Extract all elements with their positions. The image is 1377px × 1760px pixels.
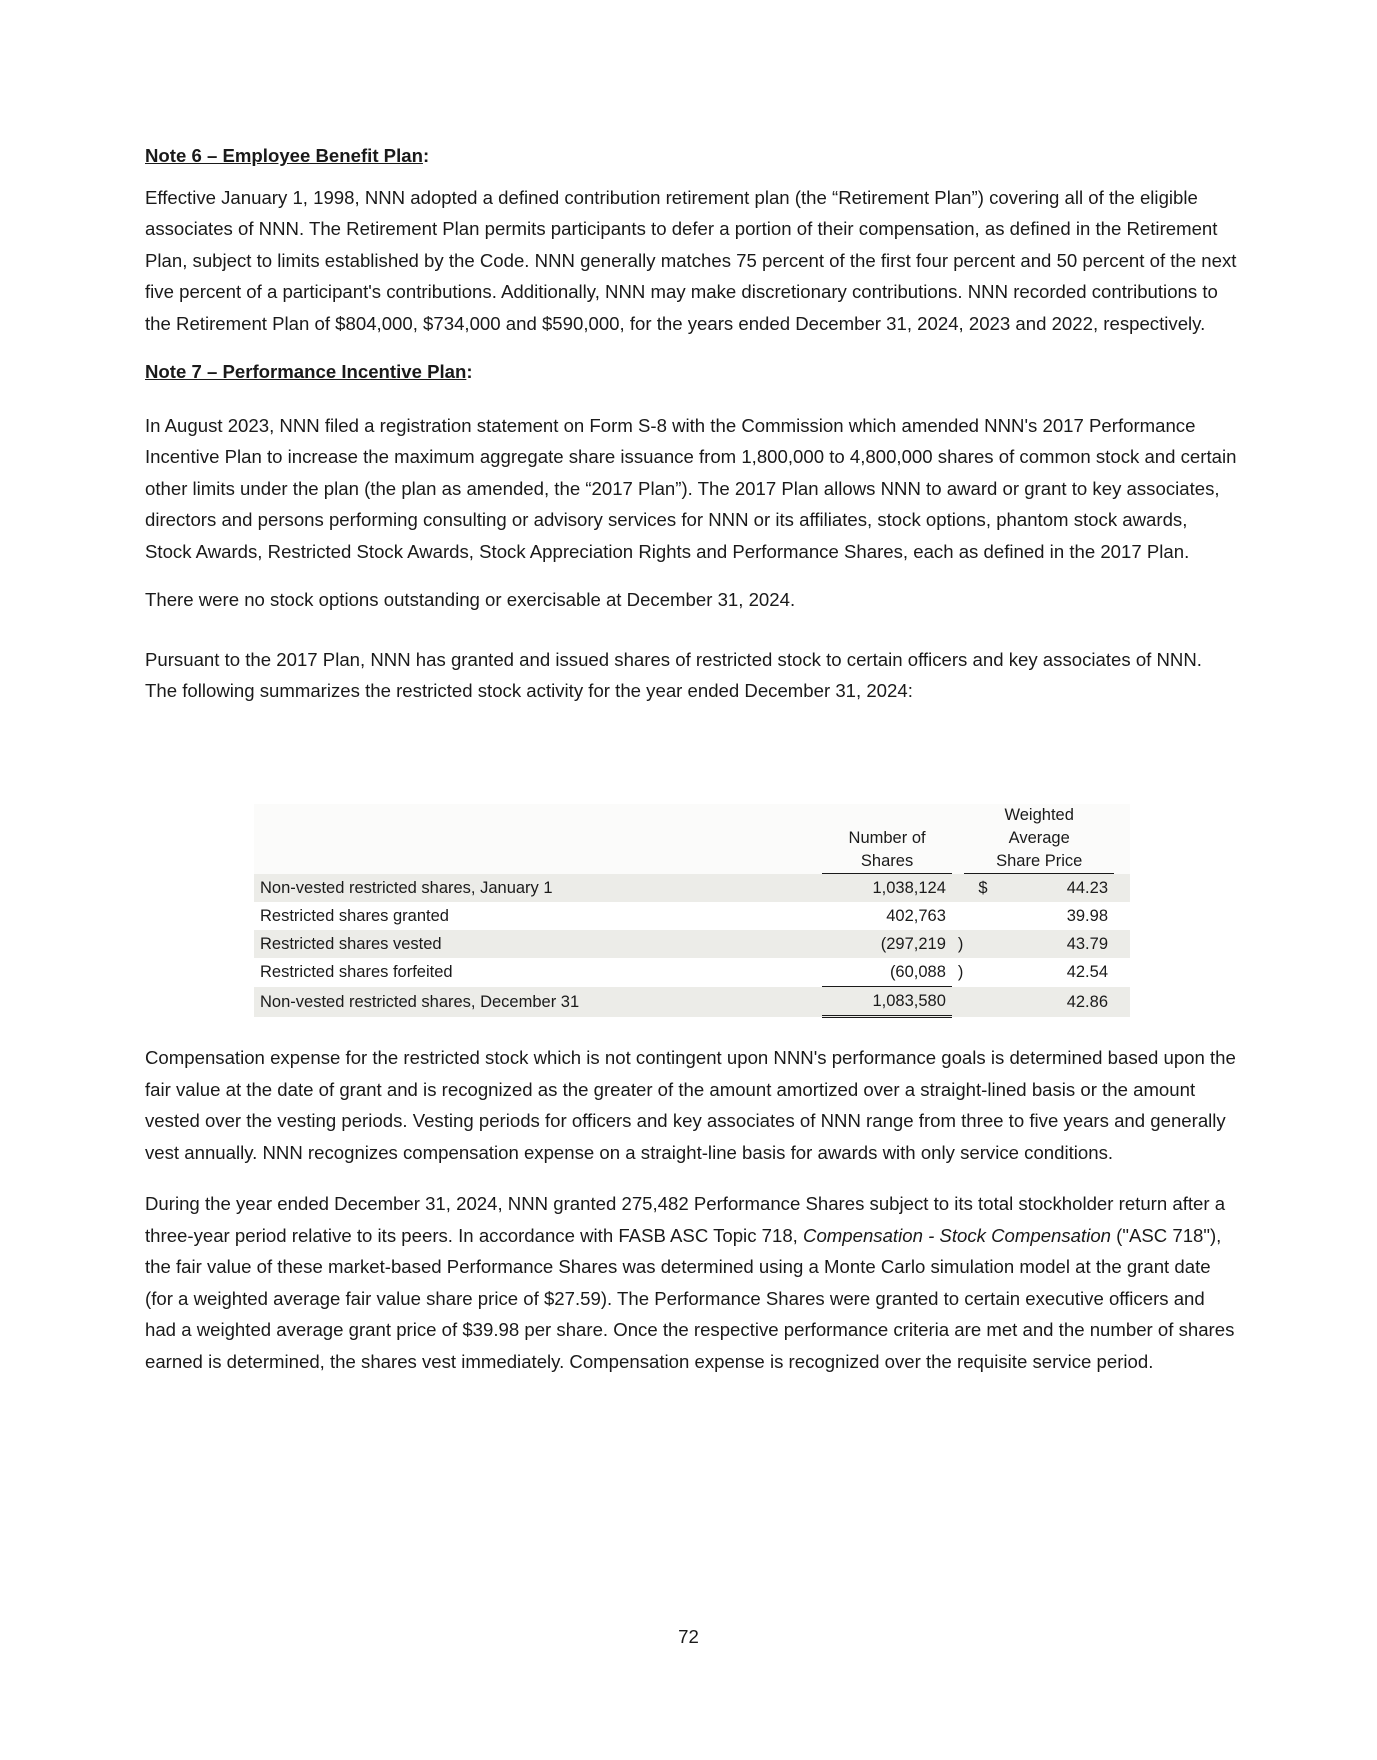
dollar-sign: $: [964, 874, 994, 903]
document-body: [145, 140, 1237, 724]
note7-heading: [145, 356, 1237, 388]
row-label: Restricted shares forfeited: [254, 958, 822, 987]
row-label: Non-vested restricted shares, January 1: [254, 874, 822, 903]
row-label: Non-vested restricted shares, December 31: [254, 987, 822, 1017]
shares-column-header: Number of Shares: [822, 804, 952, 874]
row-price: 39.98: [994, 902, 1114, 930]
row-label: Restricted shares granted: [254, 902, 822, 930]
note7-paragraph-5: During the year ended December 31, 2024, NNN granted 275,482 Performance Shares subject to its total stockholder return after a three-year period relative to its peers. In accordance with FASB ASC Topic 718, Compensation - Stock Compensation ("ASC 718"), the fair value of these market-based Performance Shares was determined using a Monte Carlo simulation model at the grant date (for a weighted average fair value share price of $27.59). The Performance Shares were granted to certain executive officers and had a weighted average grant price of $39.98 per share. Once the respective performance criteria are met and the number of shares earned is determined, the shares vest immediately. Compensation expense is recognized over the requisite service period.: [145, 1193, 1235, 1372]
row-shares: 1,083,580: [822, 987, 952, 1017]
note7-colon: :: [466, 361, 473, 382]
note6-paragraph: Effective January 1, 1998, NNN adopted a defined contribution retirement plan (the “Retirement Plan”) covering all of the eligible associates of NNN. The Retirement Plan permits participants to defer a portion of their compensation, as defined in the Retirement Plan, subject to limits established by the Code. NNN generally matches 75 percent of the first four percent and 50 percent of the next five percent of a participant's contributions. Additionally, NNN may make discretionary contributions. NNN recorded contributions to the Retirement Plan of $804,000, $734,000 and $590,000, for the years ended December 31, 2024, 2023 and 2022, respectively.: [145, 186, 1237, 334]
table-header-row: [254, 804, 1130, 874]
row-price: 42.86: [994, 987, 1114, 1017]
note6-title: Note 6 – Employee Benefit Plan: [145, 145, 423, 166]
table-row-total: [254, 987, 1130, 1017]
row-price: 44.23: [994, 874, 1114, 903]
close-paren: ): [952, 930, 965, 958]
note7-paragraph-4: Compensation expense for the restricted stock which is not contingent upon NNN's performance goals is determined based upon the fair value at the date of grant and is recognized as the greater of the amount amortized over a straight-lined basis or the amount vested over the vesting periods. Vesting periods for officers and key associates of NNN range from three to five years and generally vest annually. NNN recognizes compensation expense on a straight-line basis for awards with only service conditions.: [145, 1047, 1236, 1163]
table-row: [254, 958, 1130, 987]
note6-heading: [145, 140, 1237, 172]
note7-paragraph-2: There were no stock options outstanding or exercisable at December 31, 2024.: [145, 589, 796, 610]
row-label: Restricted shares vested: [254, 930, 822, 958]
document-body-lower: [145, 1042, 1237, 1394]
row-shares: 402,763: [822, 902, 952, 930]
close-paren: ): [952, 958, 965, 987]
note7-paragraph-1: In August 2023, NNN filed a registration statement on Form S-8 with the Commission which amended NNN's 2017 Performance Incentive Plan to increase the maximum aggregate share issuance from 1,800,000 to 4,800,000 shares of common stock and certain other limits under the plan (the plan as amended, the “2017 Plan”). The 2017 Plan allows NNN to award or grant to key associates, directors and persons performing consulting or advisory services for NNN or its affiliates, stock options, phantom stock awards, Stock Awards, Restricted Stock Awards, Stock Appreciation Rights and Performance Shares, each as defined in the 2017 Plan.: [145, 414, 1237, 562]
table-row: [254, 902, 1130, 930]
row-price: 42.54: [994, 958, 1114, 987]
note7-title: Note 7 – Performance Incentive Plan: [145, 361, 467, 382]
note6-colon: :: [422, 145, 430, 166]
row-shares: (60,088: [889, 963, 946, 981]
table-row: [254, 874, 1130, 903]
row-shares: 1,038,124: [822, 874, 952, 903]
asc-topic-title: Compensation - Stock Compensation: [803, 1224, 1112, 1246]
note7-paragraph-3: Pursuant to the 2017 Plan, NNN has granted and issued shares of restricted stock to certain officers and key associates of NNN. The following summarizes the restricted stock activity for the year ended December 31, 2024:: [145, 648, 1202, 701]
price-column-header: Weighted Average Share Price: [964, 804, 1114, 874]
table-row: [254, 930, 1130, 958]
page-number: 72: [678, 1626, 699, 1647]
row-shares: (297,219: [880, 935, 946, 953]
restricted-stock-table: [254, 804, 1130, 1018]
row-price: 43.79: [994, 930, 1114, 958]
